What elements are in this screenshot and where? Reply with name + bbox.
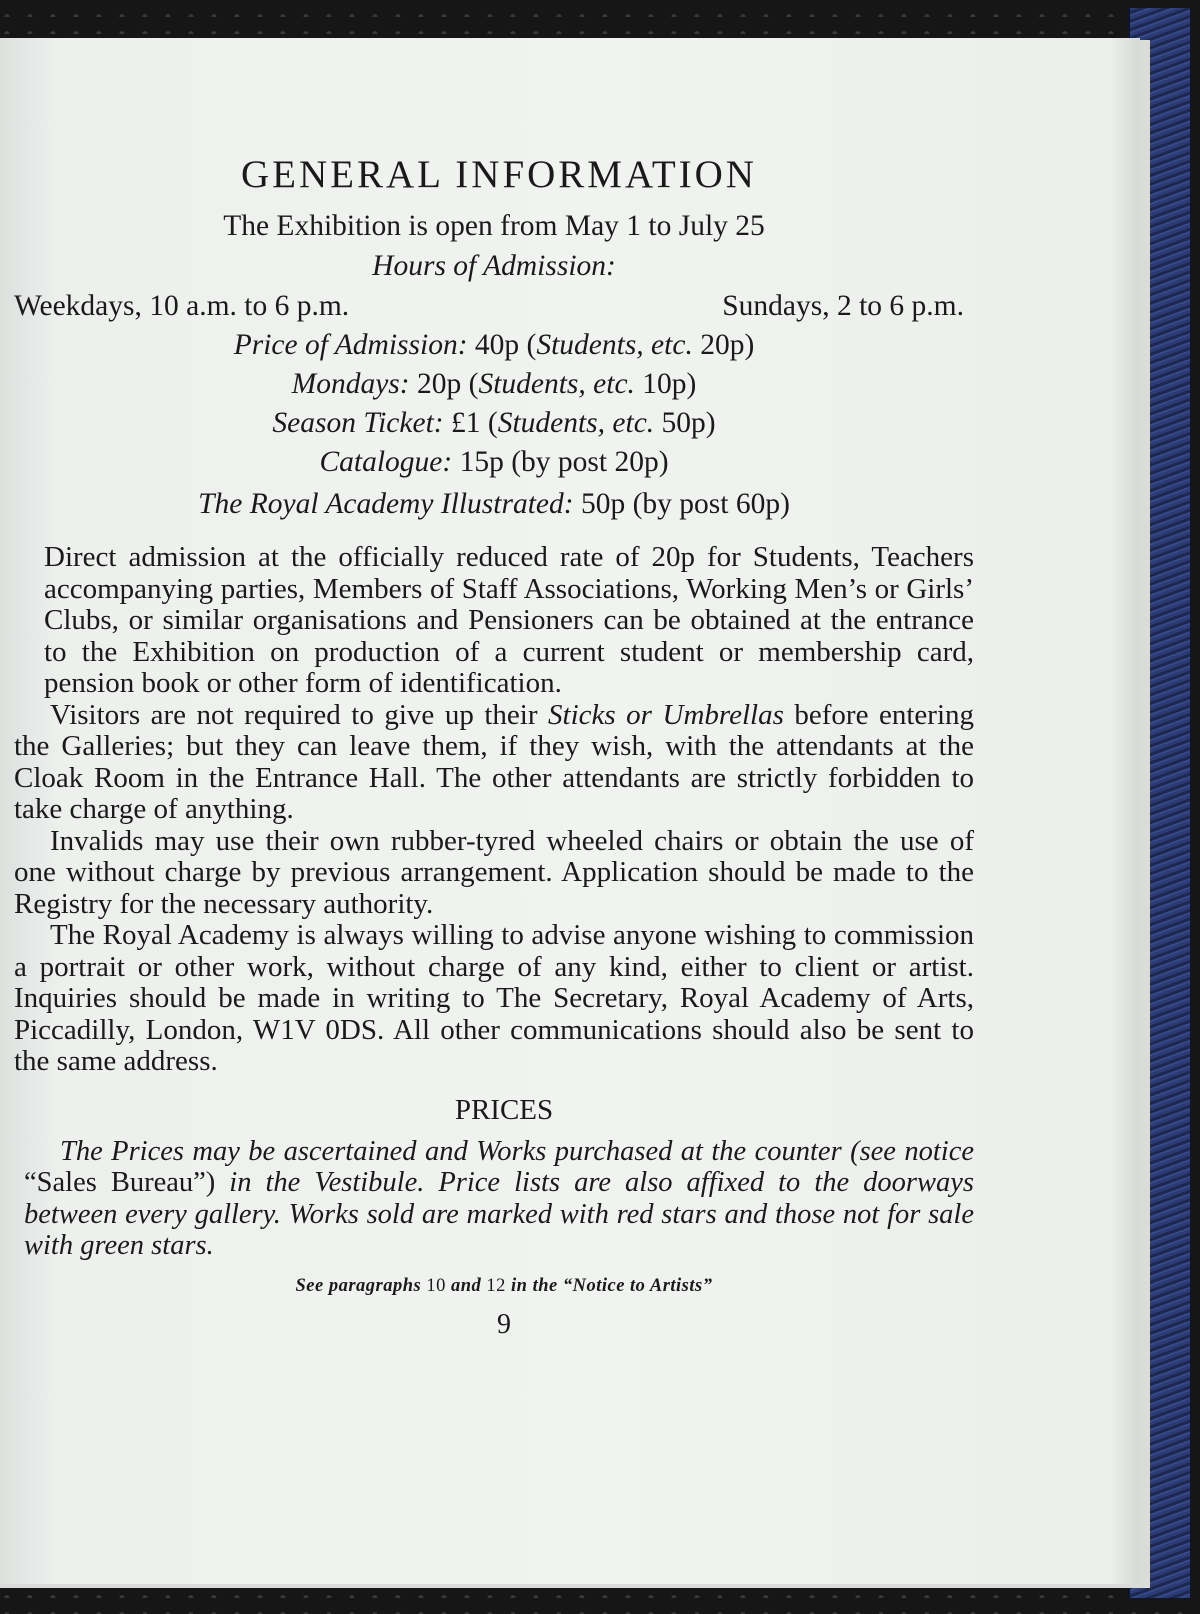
page-title: GENERAL INFORMATION: [241, 153, 757, 196]
rate-value: 50p (by post 60p): [573, 488, 790, 520]
hours-label: Hours of Admission:: [372, 250, 616, 282]
prices-see-notice: see notice: [859, 1135, 974, 1167]
rate-concession-value: 10p): [634, 368, 697, 400]
rate-admission: [14, 326, 974, 365]
rate-label: Price of Admission:: [233, 329, 468, 361]
rate-value: £1 (: [443, 407, 498, 439]
note-text: in the “Notice to Artists”: [511, 1275, 713, 1296]
rate-value: 40p (: [467, 329, 537, 361]
rate-concession-label: Students, etc.: [536, 329, 693, 361]
note-text: and: [450, 1275, 482, 1296]
visitors-text: Visitors are not required to give up their: [50, 698, 549, 731]
hours-row: [14, 286, 974, 326]
weekday-hours: Weekdays, 10 a.m. to 6 p.m.: [14, 290, 350, 322]
note-number: 12: [481, 1275, 512, 1296]
rate-label: The Royal Academy Illustrated:: [198, 488, 574, 520]
rate-value: 15p (by post 20p): [452, 446, 669, 478]
invalids-paragraph: Invalids may use their own rubber-tyred wheeled chairs or obtain the use of one without charge by previous arrangement. Application should be made to the Registry for the necessary authority.: [14, 824, 974, 920]
note-number: 10: [421, 1275, 451, 1296]
prices-text-2: in the Vestibule. Price lists are also affixed to the doorways between every gallery. Works sold are marked with red stars and those not for sale with green stars.: [24, 1167, 975, 1261]
visitors-italic-text: Sticks or Umbrellas: [548, 698, 784, 731]
note-text: See paragraphs: [295, 1275, 422, 1296]
visitors-paragraph: [14, 700, 974, 826]
rate-label: Catalogue:: [319, 446, 453, 478]
rate-concession-value: 50p): [654, 407, 716, 439]
rate-illustrated: [14, 482, 974, 526]
prices-sales-bureau: “Sales Bureau”): [24, 1167, 230, 1198]
book-page: [0, 38, 1140, 1584]
rate-label: Mondays:: [291, 368, 410, 400]
rate-catalogue: [14, 443, 974, 482]
exhibition-dates: The Exhibition is open from May 1 to July 25: [223, 210, 765, 242]
rate-concession-value: 20p): [692, 329, 755, 361]
rate-value: 20p (: [409, 368, 479, 400]
see-paragraphs-note: [14, 1276, 974, 1297]
page-content: [14, 150, 974, 1341]
prices-text-1: The Prices may be ascertained and Works purchased at the counter (: [60, 1135, 860, 1167]
rate-concession-label: Students, etc.: [478, 368, 635, 400]
sunday-hours: Sundays, 2 to 6 p.m.: [722, 290, 964, 322]
prices-paragraph: [14, 1136, 974, 1262]
rate-season-ticket: [14, 404, 974, 443]
royal-academy-paragraph: The Royal Academy is always willing to advise anyone wishing to commission a portrait or other work, without charge of any kind, either to client or artist. Inquiries should be made in writing to The Secretary, Royal Academy of Arts, Piccadilly, London, W1V 0DS. All other communications should also be sent to the same address.: [14, 919, 974, 1077]
direct-admission-paragraph: Direct admission at the officially reduced rate of 20p for Students, Teachers accompanying parties, Members of Staff Associations, Working Men’s or Girls’ Clubs, or similar organisations and Pensioners can be obtained at the entrance to the Exhibition on production of a current student or membership card, pension book or other form of identification.: [44, 541, 974, 699]
visitors-text-rest: before entering the Galleries; but they can leave them, if they wish, with the attendants at the Cloak Room in the Entrance Hall. The other attendants are strictly forbidden to take charge of anything.: [14, 698, 974, 825]
page-number: 9: [497, 1308, 511, 1340]
rate-mondays: [14, 365, 974, 404]
rate-concession-label: Students, etc.: [497, 407, 655, 439]
prices-heading: PRICES: [454, 1093, 554, 1126]
rate-label: Season Ticket:: [272, 407, 444, 439]
